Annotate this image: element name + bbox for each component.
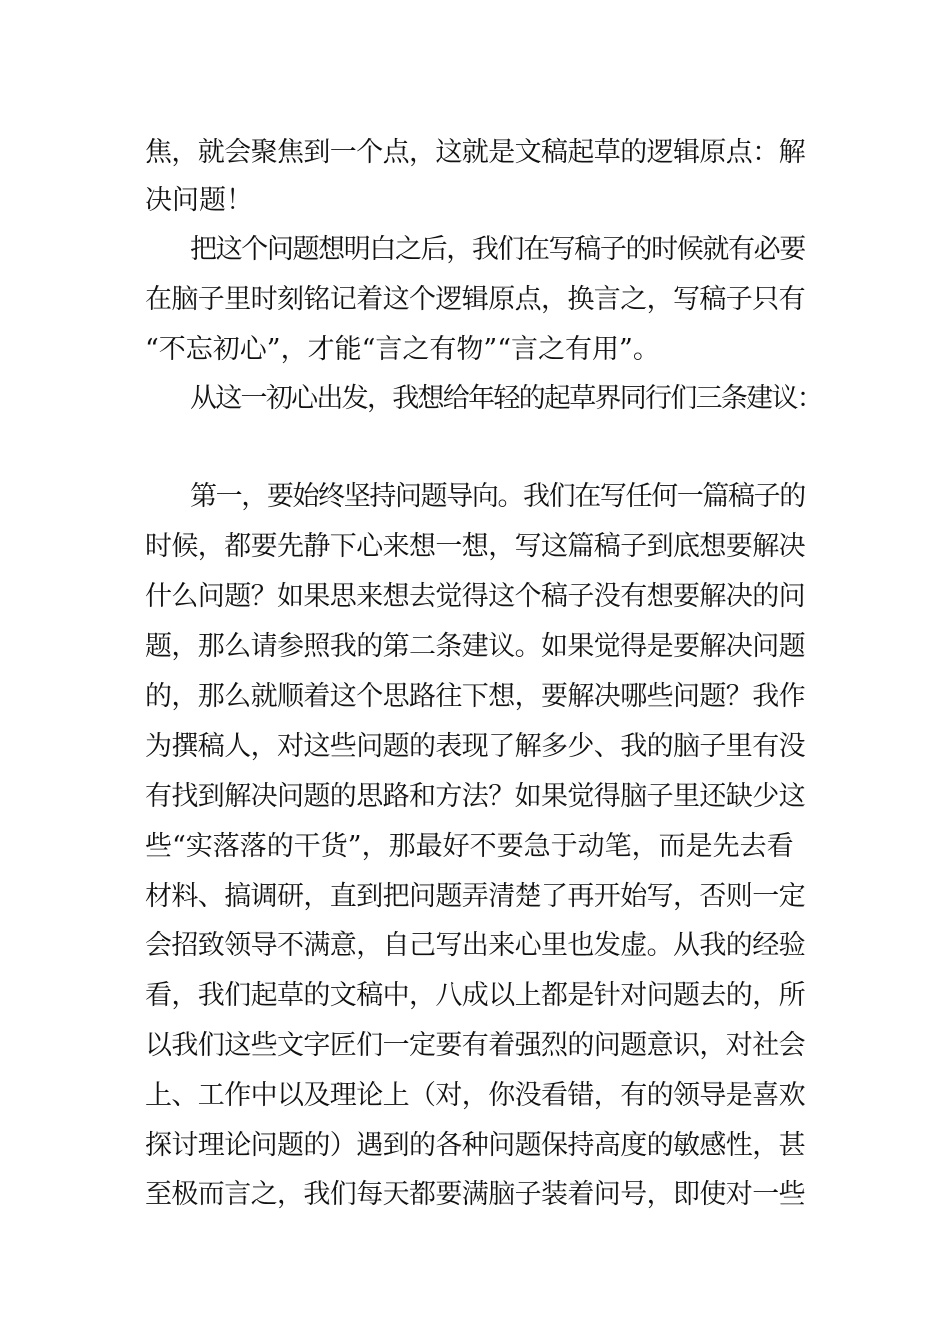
- text-line: 焦，就会聚焦到一个点，这就是文稿起草的逻辑原点：解: [145, 137, 805, 168]
- text-line: 在脑子里时刻铭记着这个逻辑原点，换言之，写稿子只有: [145, 284, 805, 315]
- text-line: 会招致领导不满意，自己写出来心里也发虚。从我的经验: [145, 930, 805, 961]
- text-line: 时候，都要先静下心来想一想，写这篇稿子到底想要解决: [145, 531, 805, 562]
- text-line: 把这个问题想明白之后，我们在写稿子的时候就有必要: [190, 234, 805, 265]
- text-line: 为撰稿人，对这些问题的表现了解多少、我的脑子里有没: [145, 731, 805, 762]
- text-line: 从这一初心出发，我想给年轻的起草界同行们三条建议：: [190, 383, 822, 414]
- text-line: 第一，要始终坚持问题导向。我们在写任何一篇稿子的: [190, 481, 805, 512]
- text-line: 材料、搞调研，直到把问题弄清楚了再开始写，否则一定: [145, 881, 805, 912]
- text-line: 有找到解决问题的思路和方法？如果觉得脑子里还缺少这: [145, 781, 805, 812]
- text-line: 决问题！: [145, 185, 253, 216]
- text-line: 上、工作中以及理论上（对，你没看错，有的领导是喜欢: [145, 1080, 805, 1111]
- text-line: 探讨理论问题的）遇到的各种问题保持高度的敏感性，甚: [145, 1130, 805, 1161]
- text-line: 看，我们起草的文稿中，八成以上都是针对问题去的，所: [145, 980, 805, 1011]
- text-line: 些“实落落的干货”，那最好不要急于动笔，而是先去看: [145, 831, 794, 862]
- text-line: 至极而言之，我们每天都要满脑子装着问号，即使对一些: [145, 1179, 805, 1210]
- text-line: “不忘初心”，才能“言之有物”“言之有用”。: [145, 334, 660, 365]
- text-line: 的，那么就顺着这个思路往下想，要解决哪些问题？我作: [145, 681, 805, 712]
- text-line: 题，那么请参照我的第二条建议。如果觉得是要解决问题: [145, 631, 805, 662]
- text-line: 什么问题？如果思来想去觉得这个稿子没有想要解决的问: [145, 581, 805, 612]
- text-line: 以我们这些文字匠们一定要有着强烈的问题意识，对社会: [145, 1030, 805, 1061]
